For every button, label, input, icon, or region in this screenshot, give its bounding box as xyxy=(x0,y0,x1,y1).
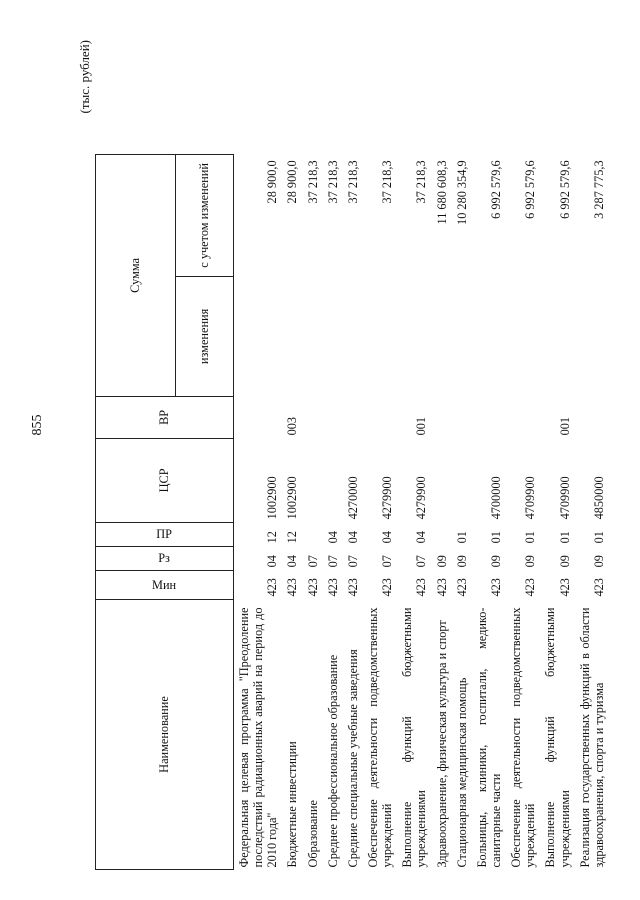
cell-pr: 04 xyxy=(380,531,395,544)
table-body xyxy=(234,154,609,869)
cell-csr: 1002900 xyxy=(265,476,280,520)
cell-vr: 001 xyxy=(414,416,429,436)
cell-csr: 4850000 xyxy=(591,476,606,520)
cell-changes xyxy=(363,276,397,396)
cell-name: Бюджетные инвестиции xyxy=(285,741,300,868)
cell-name: Обеспечение деятельности подведомственных учреждений xyxy=(365,607,395,868)
cell-changes xyxy=(397,276,431,396)
cell-vr xyxy=(472,396,506,438)
cell-min: 423 xyxy=(434,578,449,597)
cell-vr xyxy=(432,396,452,438)
cell-name: Больницы, клиники, госпитали, медико-санитарные части xyxy=(474,607,503,868)
cell-min: 423 xyxy=(414,578,429,597)
cell-total: 37 218,3 xyxy=(325,160,340,204)
cell-total: 37 218,3 xyxy=(414,160,429,204)
cell-csr xyxy=(303,438,323,522)
cell-csr: 4709900 xyxy=(557,476,572,520)
cell-csr: 1002900 xyxy=(285,476,300,520)
units-note: (тыс. рублей) xyxy=(77,40,92,114)
budget-table xyxy=(95,154,609,870)
cell-csr xyxy=(452,438,472,522)
cell-changes xyxy=(343,276,363,396)
cell-total: 6 992 579,6 xyxy=(488,160,503,219)
cell-csr: 4279900 xyxy=(414,476,429,520)
cell-total: 11 680 608,3 xyxy=(434,160,449,225)
cell-total: 3 287 775,3 xyxy=(591,160,606,219)
cell-name: Средние специальные учебные заведения xyxy=(345,649,360,868)
cell-pr: 01 xyxy=(488,531,503,544)
header-min: Мин xyxy=(96,570,234,599)
cell-name: Образование xyxy=(305,800,320,868)
cell-name: Здравоохранение, физическая культура и спорт xyxy=(434,620,449,868)
cell-rz: 09 xyxy=(523,555,538,568)
cell-pr: 01 xyxy=(454,531,469,544)
cell-rz: 07 xyxy=(414,555,429,568)
cell-min: 423 xyxy=(523,578,538,597)
cell-changes xyxy=(303,276,323,396)
cell-pr: 12 xyxy=(265,531,280,544)
cell-vr xyxy=(234,396,283,438)
cell-pr: 12 xyxy=(285,531,300,544)
cell-total: 28 900,0 xyxy=(265,160,280,204)
cell-total: 10 280 354,9 xyxy=(454,160,469,225)
table-row xyxy=(323,154,343,869)
cell-rz: 04 xyxy=(285,555,300,568)
cell-min: 423 xyxy=(325,578,340,597)
cell-min: 423 xyxy=(557,578,572,597)
cell-csr xyxy=(432,438,452,522)
cell-rz: 09 xyxy=(454,555,469,568)
cell-total: 28 900,0 xyxy=(285,160,300,204)
cell-changes xyxy=(506,276,540,396)
cell-pr xyxy=(303,522,323,546)
header-vr: ВР xyxy=(96,396,234,438)
cell-vr xyxy=(575,396,609,438)
cell-min: 423 xyxy=(285,578,300,597)
cell-name: Выполнение функций бюджетными учреждениями xyxy=(400,607,429,868)
table-row xyxy=(234,154,283,869)
cell-rz: 04 xyxy=(265,555,280,568)
cell-pr xyxy=(432,522,452,546)
cell-rz: 09 xyxy=(557,555,572,568)
table-row xyxy=(282,154,302,869)
header-csr: ЦСР xyxy=(96,438,234,522)
header-changes: изменения xyxy=(176,276,234,396)
cell-name: Стационарная медицинская помощь xyxy=(454,677,469,868)
cell-changes xyxy=(282,276,302,396)
cell-changes xyxy=(432,276,452,396)
table-row xyxy=(506,154,540,869)
cell-changes xyxy=(323,276,343,396)
cell-min: 423 xyxy=(305,578,320,597)
cell-rz: 09 xyxy=(434,555,449,568)
cell-vr xyxy=(506,396,540,438)
table-row xyxy=(432,154,452,869)
cell-csr xyxy=(323,438,343,522)
cell-min: 423 xyxy=(265,578,280,597)
cell-vr xyxy=(343,396,363,438)
cell-min: 423 xyxy=(380,578,395,597)
cell-vr: 001 xyxy=(557,416,572,436)
cell-name: Реализация государственных функций в области здравоохранения, спорта и туризма xyxy=(577,607,606,868)
cell-vr xyxy=(323,396,343,438)
cell-changes xyxy=(575,276,609,396)
cell-min: 423 xyxy=(345,578,360,597)
cell-csr: 4270000 xyxy=(345,476,360,520)
page-number: 855 xyxy=(30,414,45,436)
cell-pr: 04 xyxy=(325,531,340,544)
cell-rz: 07 xyxy=(325,555,340,568)
cell-csr: 4709900 xyxy=(523,476,538,520)
cell-rz: 09 xyxy=(488,555,503,568)
cell-pr: 01 xyxy=(591,531,606,544)
cell-pr: 01 xyxy=(557,531,572,544)
table-row xyxy=(397,154,431,869)
header-pr: ПР xyxy=(96,522,234,546)
cell-total: 37 218,3 xyxy=(305,160,320,204)
cell-name: Федеральная целевая программа "Преодоление последствий радиационных аварий на период до 2010 года" xyxy=(237,607,280,868)
header-name: Наименование xyxy=(96,600,234,870)
cell-name: Обеспечение деятельности подведомственных учреждений xyxy=(509,607,538,868)
table-row xyxy=(363,154,397,869)
header-with-changes: с учетом изменений xyxy=(176,154,234,276)
table-row xyxy=(343,154,363,869)
cell-min: 423 xyxy=(488,578,503,597)
cell-rz: 07 xyxy=(305,555,320,568)
cell-changes xyxy=(472,276,506,396)
table-row xyxy=(303,154,323,869)
cell-total: 37 218,3 xyxy=(380,160,395,204)
cell-vr xyxy=(452,396,472,438)
cell-min: 423 xyxy=(591,578,606,597)
cell-total: 6 992 579,6 xyxy=(557,160,572,219)
cell-csr: 4279900 xyxy=(380,476,395,520)
rotated-page-content xyxy=(75,30,606,870)
cell-pr: 04 xyxy=(414,531,429,544)
cell-vr xyxy=(303,396,323,438)
header-sum: Сумма xyxy=(96,154,176,396)
cell-name: Выполнение функций бюджетными учреждениями xyxy=(543,607,572,868)
cell-name: Среднее профессиональное образование xyxy=(325,654,340,868)
cell-rz: 09 xyxy=(591,555,606,568)
cell-min: 423 xyxy=(454,578,469,597)
cell-vr xyxy=(363,396,397,438)
cell-pr: 04 xyxy=(345,531,360,544)
cell-rz: 07 xyxy=(345,555,360,568)
table-row xyxy=(575,154,609,869)
cell-vr: 003 xyxy=(285,416,300,436)
table-row xyxy=(472,154,506,869)
header-rz: Рз xyxy=(96,546,234,570)
cell-total: 6 992 579,6 xyxy=(523,160,538,219)
cell-csr: 4700000 xyxy=(488,476,503,520)
cell-pr: 01 xyxy=(523,531,538,544)
cell-changes xyxy=(234,276,283,396)
table-row xyxy=(452,154,472,869)
cell-total: 37 218,3 xyxy=(345,160,360,204)
cell-changes xyxy=(452,276,472,396)
table-row xyxy=(540,154,574,869)
cell-rz: 07 xyxy=(380,555,395,568)
cell-changes xyxy=(540,276,574,396)
